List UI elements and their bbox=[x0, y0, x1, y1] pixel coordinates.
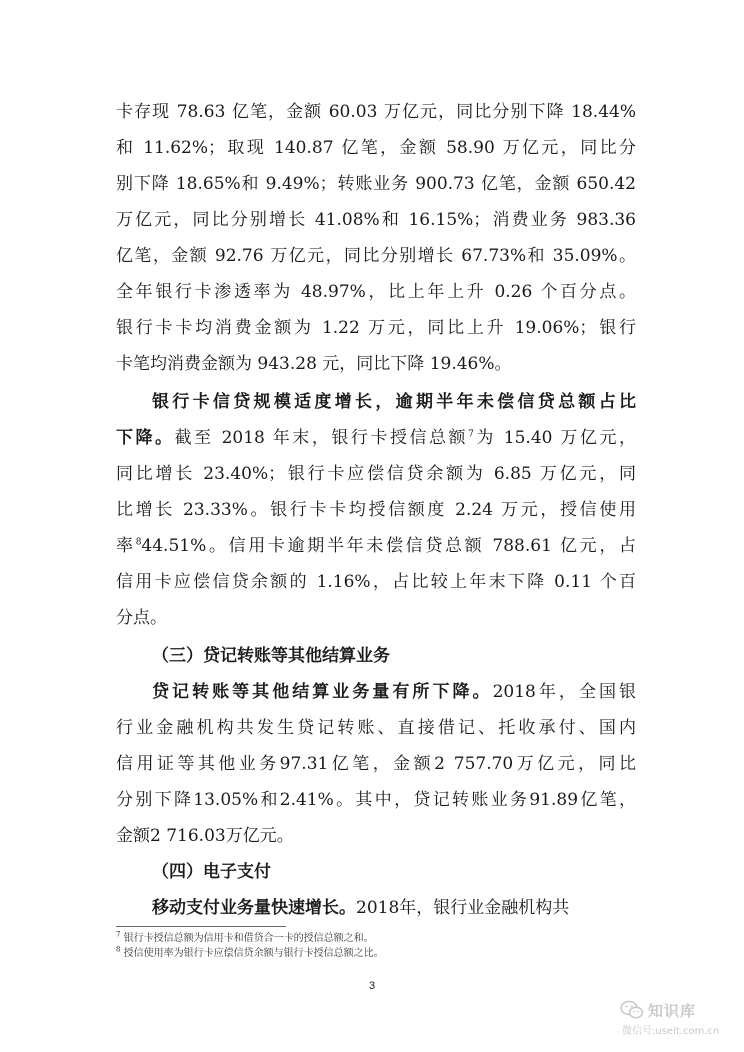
text-line: 和 11.62%；取现 140.87 亿笔，金额 58.90 万亿元，同比分 bbox=[116, 138, 636, 158]
footnote-text: 授信使用率为银行卡应偿信贷余额与银行卡授信总额之比。 bbox=[123, 948, 384, 959]
footnote-ref: 8 bbox=[135, 537, 142, 548]
text-span: 率 bbox=[116, 536, 136, 556]
watermark-site: 微信号:useit.com.cn bbox=[622, 1026, 720, 1037]
paragraph-lead: 下降。 bbox=[116, 428, 175, 448]
footnote-number: 7 bbox=[116, 930, 121, 939]
text-span: 截至 2018 年末，银行卡授信总额 bbox=[174, 428, 469, 448]
text-line: 比增长 23.33%。银行卡卡均授信额度 2.24 万元，授信使用 bbox=[116, 500, 636, 520]
paragraph-lead: 贷记转账等其他结算业务量有所下降。 bbox=[152, 682, 493, 702]
page-number: 3 bbox=[368, 980, 376, 992]
text-line bbox=[152, 682, 636, 702]
footnote bbox=[116, 947, 384, 960]
wechat-icon bbox=[620, 1000, 644, 1020]
text-span: 2018年，全国银 bbox=[492, 682, 637, 702]
footnote-ref: 7 bbox=[468, 429, 474, 440]
text-line: 卡存现 78.63 亿笔，金额 60.03 万亿元，同比分别下降 18.44% bbox=[116, 102, 636, 122]
footnote bbox=[116, 932, 374, 945]
watermark-name: 知识库 bbox=[648, 1002, 697, 1020]
text-line: 金额2 716.03万亿元。 bbox=[116, 826, 294, 846]
text-line: 分别下降13.05%和2.41%。其中，贷记转账业务91.89亿笔， bbox=[116, 790, 636, 810]
footnote-text: 银行卡授信总额为信用卡和借贷合一卡的授信总额之和。 bbox=[123, 933, 374, 944]
text-line: 万亿元，同比分别增长 41.08%和 16.15%；消费业务 983.36 bbox=[116, 210, 636, 230]
text-line bbox=[116, 428, 636, 448]
section-heading: （四）电子支付 bbox=[152, 862, 271, 882]
text-line bbox=[152, 392, 636, 412]
text-line: 亿笔，金额 92.76 万亿元，同比分别增长 67.73%和 35.09%。 bbox=[116, 246, 636, 266]
text-span: 2018年，银行业金融机构共 bbox=[356, 898, 570, 918]
text-line: 银行卡卡均消费金额为 1.22 万元，同比上升 19.06%；银行 bbox=[116, 318, 636, 338]
text-span: 为 15.40 万亿元， bbox=[473, 428, 636, 448]
text-line: 别下降 18.65%和 9.49%；转账业务 900.73 亿笔，金额 650.42 bbox=[116, 174, 636, 194]
text-line: 卡笔均消费金额为 943.28 元，同比下降 19.46%。 bbox=[116, 354, 512, 374]
text-line bbox=[152, 898, 636, 918]
footnote-divider bbox=[116, 926, 286, 927]
text-span: 44.51%。信用卡逾期半年未偿信贷总额 788.61 亿元，占 bbox=[141, 536, 637, 556]
text-line: 分点。 bbox=[116, 608, 167, 628]
paragraph-lead: 移动支付业务量快速增长。 bbox=[152, 898, 356, 918]
text-line: 全年银行卡渗透率为 48.97%，比上年上升 0.26 个百分点。 bbox=[116, 282, 636, 302]
section-heading: （三）贷记转账等其他结算业务 bbox=[152, 646, 390, 666]
watermark bbox=[620, 998, 730, 1038]
text-line: 信用证等其他业务97.31亿笔，金额2 757.70万亿元，同比 bbox=[116, 754, 636, 774]
footnote-number: 8 bbox=[116, 945, 121, 954]
text-line: 信用卡应偿信贷余额的 1.16%，占比较上年末下降 0.11 个百 bbox=[116, 572, 636, 592]
text-line: 行业金融机构共发生贷记转账、直接借记、托收承付、国内 bbox=[116, 718, 636, 738]
paragraph-lead: 银行卡信贷规模适度增长，逾期半年未偿信贷总额占比 bbox=[152, 392, 636, 412]
text-line: 同比增长 23.40%；银行卡应偿信贷余额为 6.85 万亿元，同 bbox=[116, 464, 636, 484]
text-line bbox=[116, 536, 636, 556]
